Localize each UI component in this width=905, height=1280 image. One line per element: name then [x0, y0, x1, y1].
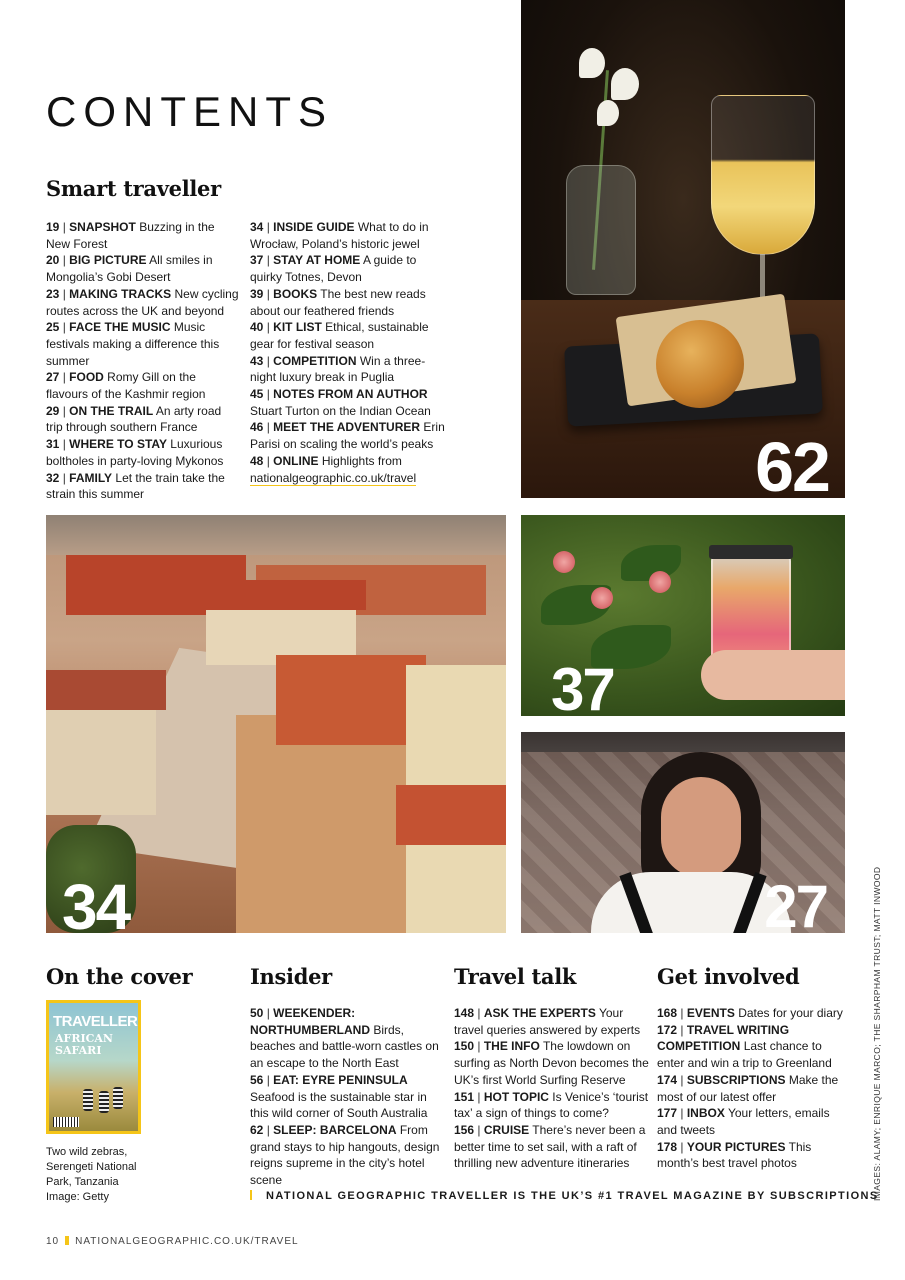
photo-wroclaw-aerial — [46, 515, 506, 933]
smart-traveller-column-1 — [46, 219, 241, 503]
rose — [553, 551, 575, 573]
contents-entry[interactable] — [46, 286, 241, 319]
rose — [649, 571, 671, 593]
entry-keyword: INSIDE GUIDE — [273, 220, 355, 234]
rooftop — [196, 580, 366, 610]
entry-separator: | — [474, 1039, 484, 1054]
entry-separator: | — [263, 320, 274, 335]
entry-description: A guide to quirky Totnes, Devon — [250, 253, 417, 285]
entry-separator: | — [59, 253, 70, 268]
entry-page-number: 23 — [46, 286, 60, 301]
entry-separator: | — [263, 1072, 274, 1087]
entry-page-number: 37 — [250, 253, 264, 268]
entry-keyword: STAY AT HOME — [273, 253, 361, 268]
get-involved-column — [657, 1005, 847, 1172]
contents-entry[interactable] — [46, 319, 241, 369]
entry-description: Romy Gill on the flavours of the Kashmir region — [46, 370, 206, 402]
entry-separator: | — [677, 1006, 687, 1020]
entry-separator: | — [263, 353, 274, 368]
contents-entry[interactable] — [657, 1005, 847, 1022]
contents-entry[interactable] — [657, 1022, 847, 1072]
contents-entry[interactable] — [46, 403, 241, 436]
contents-entry[interactable] — [250, 386, 445, 419]
contents-entry[interactable] — [454, 1089, 649, 1122]
entry-description: Erin Parisi on scaling the world’s peaks — [250, 420, 445, 452]
entry-separator: | — [59, 286, 70, 301]
accent-bar — [250, 1190, 252, 1200]
entry-keyword: FACE THE MUSIC — [69, 320, 171, 335]
entry-keyword: THE INFO — [483, 1039, 540, 1054]
page-ref-number: 27 — [764, 873, 827, 933]
entry-description: Buzzing in the New Forest — [46, 220, 215, 251]
cover-caption — [46, 1145, 146, 1205]
entry-description: Your travel queries answered by experts — [454, 1006, 641, 1037]
contents-entry[interactable] — [657, 1105, 847, 1138]
entry-keyword: MAKING TRACKS — [69, 286, 172, 301]
entry-description: The lowdown on surfing as North Devon becomes the UK’s first World Surfing Reserve — [454, 1039, 649, 1087]
section-heading-on-the-cover: On the cover — [46, 964, 193, 989]
entry-description: Win a three-night luxury break in Puglia — [250, 353, 426, 385]
entry-page-number: 20 — [46, 253, 60, 268]
section-heading-travel-talk: Travel talk — [454, 964, 577, 989]
face — [661, 777, 741, 877]
caption-line: Two wild zebras, — [46, 1146, 128, 1158]
entry-page-number: 172 — [657, 1022, 678, 1037]
folio-url[interactable]: NATIONALGEOGRAPHIC.CO.UK/TRAVEL — [75, 1236, 299, 1247]
entry-separator: | — [263, 1122, 274, 1137]
contents-entry[interactable] — [250, 1005, 445, 1072]
entry-page-number: 27 — [46, 370, 60, 385]
online-link[interactable]: nationalgeographic.co.uk/travel — [250, 470, 417, 485]
contents-entry[interactable] — [250, 286, 445, 319]
entry-keyword: WHERE TO STAY — [69, 437, 167, 452]
magazine-cover-thumbnail[interactable] — [46, 1000, 141, 1134]
entry-page-number: 43 — [250, 353, 264, 368]
entry-keyword: BOOKS — [273, 286, 318, 301]
entry-description: Highlights from — [321, 453, 402, 468]
entry-separator: | — [263, 286, 274, 301]
cover-headline-line: AFRICAN — [55, 1032, 113, 1045]
entry-keyword: YOUR PICTURES — [686, 1139, 786, 1154]
caption-line: Image: Getty — [46, 1191, 109, 1203]
caption-line: Park, Tanzania — [46, 1176, 119, 1188]
entry-description: Stuart Turton on the Indian Ocean — [250, 403, 431, 418]
entry-keyword: INBOX — [686, 1106, 725, 1121]
entry-keyword: KIT LIST — [273, 320, 322, 335]
entry-keyword: MEET THE ADVENTURER — [273, 420, 421, 435]
entry-keyword: FAMILY — [69, 470, 113, 485]
entry-separator: | — [263, 387, 274, 402]
zebra — [83, 1089, 93, 1111]
barcode — [53, 1117, 79, 1127]
entry-separator: | — [263, 253, 274, 268]
entry-page-number: 178 — [657, 1139, 678, 1154]
entry-keyword: HOT TOPIC — [483, 1089, 549, 1104]
entry-separator: | — [263, 453, 274, 468]
entry-keyword: COMPETITION — [273, 353, 357, 368]
entry-keyword: BIG PICTURE — [69, 253, 147, 268]
entry-separator: | — [59, 220, 70, 234]
entry-page-number: 31 — [46, 437, 60, 452]
entry-separator: | — [263, 220, 274, 234]
wine-glass — [711, 95, 815, 255]
entry-page-number: 62 — [250, 1122, 264, 1137]
page-number: 10 — [46, 1236, 60, 1247]
entry-separator: | — [474, 1006, 484, 1020]
entry-keyword: TRAVEL WRITING COMPETITION — [657, 1022, 790, 1054]
entry-keyword: EAT: EYRE PENINSULA — [273, 1072, 408, 1087]
image-credits — [872, 866, 884, 1201]
entry-description: What to do in Wrocław, Poland’s historic jewel — [250, 220, 429, 251]
entry-page-number: 32 — [46, 470, 60, 485]
entry-page-number: 151 — [454, 1089, 475, 1104]
entry-description: The best new reads about our feathered friends — [250, 286, 426, 318]
entry-description: Ethical, sustainable gear for festival season — [250, 320, 429, 351]
credits-text: IMAGES: ALAMY; ENRIQUE MARCO; THE SHARPHAM TRUST; MATT INWOOD — [872, 866, 882, 1201]
rose — [591, 587, 613, 609]
contents-entry[interactable] — [250, 219, 445, 252]
page-title: CONTENTS — [46, 88, 333, 135]
page-folio — [46, 1236, 299, 1247]
entry-page-number: 19 — [46, 220, 60, 234]
entry-page-number: 50 — [250, 1006, 264, 1020]
section-heading-smart-traveller: Smart traveller — [46, 176, 221, 201]
glass-vase — [566, 165, 636, 295]
entry-keyword: ON THE TRAIL — [69, 403, 154, 418]
photo-rose-jar — [521, 515, 845, 716]
contents-entry[interactable] — [46, 470, 241, 503]
insider-column — [250, 1005, 445, 1189]
entry-separator: | — [677, 1022, 687, 1037]
contents-entry[interactable] — [250, 319, 445, 352]
entry-separator: | — [474, 1122, 484, 1137]
contents-entry[interactable] — [250, 1122, 445, 1189]
tagline — [250, 1190, 879, 1202]
entry-page-number: 45 — [250, 387, 264, 402]
accent-bar — [65, 1236, 69, 1245]
entry-description: Last chance to enter and win a trip to Greenland — [657, 1039, 832, 1071]
flower — [597, 100, 619, 126]
entry-description: This month’s best travel photos — [657, 1139, 812, 1171]
rooftop — [46, 670, 166, 710]
entry-page-number: 34 — [250, 220, 264, 234]
zebra — [113, 1087, 123, 1109]
contents-entry[interactable] — [250, 453, 445, 486]
entry-keyword: NOTES FROM AN AUTHOR — [273, 387, 428, 402]
entry-description: Make the most of our latest offer — [657, 1072, 839, 1104]
entry-separator: | — [677, 1072, 687, 1087]
entry-page-number: 29 — [46, 403, 60, 418]
entry-page-number: 168 — [657, 1006, 678, 1020]
entry-keyword: SNAPSHOT — [69, 220, 136, 234]
contents-entry[interactable] — [250, 419, 445, 452]
entry-keyword: FOOD — [69, 370, 104, 385]
entry-keyword: ASK THE EXPERTS — [483, 1006, 596, 1020]
entry-page-number: 25 — [46, 320, 60, 335]
entry-page-number: 40 — [250, 320, 264, 335]
skyline — [46, 515, 506, 555]
entry-description: An arty road trip through southern France — [46, 403, 222, 435]
entry-keyword: CRUISE — [483, 1122, 530, 1137]
flower — [611, 68, 639, 100]
entry-separator: | — [59, 370, 70, 385]
contents-entry[interactable] — [46, 219, 241, 252]
entry-separator: | — [677, 1106, 687, 1121]
cover-headline — [55, 1033, 113, 1057]
photo-food-wine — [521, 0, 845, 498]
entry-keyword: SUBSCRIPTIONS — [686, 1072, 786, 1087]
entry-description: Your letters, emails and tweets — [657, 1106, 830, 1137]
smart-traveller-column-2 — [250, 219, 445, 486]
tagline-text: NATIONAL GEOGRAPHIC TRAVELLER IS THE UK’S #1 TRAVEL MAGAZINE BY SUBSCRIPTIONS — [266, 1190, 879, 1202]
entry-description: Is Venice’s ‘tourist tax’ a sign of things to come? — [454, 1089, 649, 1121]
travel-talk-column — [454, 1005, 649, 1172]
entry-keyword: EVENTS — [686, 1006, 735, 1020]
entry-description: New cycling routes across the UK and beyond — [46, 286, 239, 318]
entry-description: Birds, beaches and battle-worn castles on an escape to the North East — [250, 1022, 439, 1071]
contents-entry[interactable] — [454, 1038, 649, 1088]
building — [236, 715, 406, 933]
entry-page-number: 46 — [250, 420, 264, 435]
entry-page-number: 177 — [657, 1106, 678, 1121]
entry-separator: | — [677, 1139, 687, 1154]
cover-headline-line: SAFARI — [55, 1044, 102, 1057]
zebra — [99, 1091, 109, 1113]
entry-separator: | — [59, 403, 70, 418]
section-heading-insider: Insider — [250, 964, 332, 989]
entry-separator: | — [59, 437, 70, 452]
flower — [579, 48, 605, 78]
entry-page-number: 174 — [657, 1072, 678, 1087]
entry-page-number: 48 — [250, 453, 264, 468]
contents-entry[interactable] — [46, 252, 241, 285]
page-ref-number: 37 — [551, 656, 614, 716]
entry-description: Seafood is the sustainable star in this wild corner of South Australia — [250, 1089, 428, 1121]
entry-description: Luxurious boltholes in party-loving Mykonos — [46, 437, 224, 468]
entry-separator: | — [474, 1089, 484, 1104]
entry-keyword: WEEKENDER: NORTHUMBERLAND — [250, 1006, 370, 1037]
contents-entry[interactable] — [454, 1005, 649, 1038]
rooftop — [396, 785, 506, 845]
page-ref-number: 34 — [62, 871, 130, 933]
section-heading-get-involved: Get involved — [657, 964, 800, 989]
entry-separator: | — [59, 320, 70, 335]
entry-description: All smiles in Mongolia’s Gobi Desert — [46, 253, 213, 285]
page-ref-number: 62 — [755, 428, 829, 498]
contents-entry[interactable] — [46, 369, 241, 402]
photo-chef-portrait — [521, 732, 845, 933]
contents-entry[interactable] — [46, 436, 241, 469]
entry-description: Let the train take the strain this summer — [46, 470, 225, 502]
caption-line: Serengeti National — [46, 1161, 137, 1173]
entry-separator: | — [59, 470, 70, 485]
entry-page-number: 56 — [250, 1072, 264, 1087]
entry-page-number: 148 — [454, 1006, 475, 1020]
entry-page-number: 156 — [454, 1122, 475, 1137]
entry-keyword: SLEEP: BARCELONA — [273, 1122, 397, 1137]
entry-separator: | — [263, 420, 274, 435]
entry-description: Music festivals making a difference this summer — [46, 320, 220, 368]
entry-page-number: 150 — [454, 1039, 475, 1054]
entry-separator: | — [263, 1006, 274, 1020]
contents-entry[interactable] — [657, 1072, 847, 1105]
contents-entry[interactable] — [657, 1139, 847, 1172]
contents-entry[interactable] — [250, 252, 445, 285]
entry-description: There’s never been a better time to set sail, with a raft of thrilling new adventure itineraries — [454, 1122, 646, 1171]
entry-keyword: ONLINE — [273, 453, 319, 468]
contents-entry[interactable] — [454, 1122, 649, 1172]
jar-lid — [709, 545, 793, 559]
entry-description: Dates for your diary — [738, 1006, 843, 1020]
hand — [701, 650, 845, 700]
entry-page-number: 39 — [250, 286, 264, 301]
contents-entry[interactable] — [250, 1072, 445, 1122]
entry-description: From grand stays to hip hangouts, design reigns supreme in the city’s hotel scene — [250, 1122, 440, 1188]
croquette — [656, 320, 744, 408]
cover-masthead: TRAVELLER — [53, 1013, 138, 1030]
rooftop — [276, 655, 426, 745]
contents-entry[interactable] — [250, 353, 445, 386]
